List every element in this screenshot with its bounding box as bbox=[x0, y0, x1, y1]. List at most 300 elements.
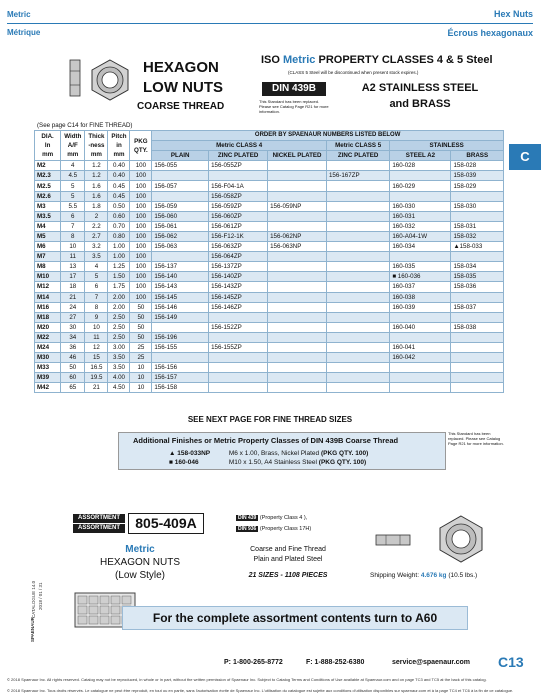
table-cell-pkg: 50 bbox=[130, 312, 152, 322]
table-cell-pkg: 100 bbox=[130, 282, 152, 292]
table-cell-pkg: 25 bbox=[130, 353, 152, 363]
table-cell-th: 1.8 bbox=[85, 201, 108, 211]
table-cell-brass: 158-032 bbox=[451, 231, 504, 241]
table-cell-plain: 156-155 bbox=[152, 342, 209, 352]
hex-nut-top-view-icon bbox=[88, 58, 132, 107]
table-cell-brass: ▲158-033 bbox=[451, 242, 504, 252]
table-row bbox=[35, 332, 504, 342]
table-cell-a2: 160-040 bbox=[390, 322, 451, 332]
section-tab-c: C bbox=[509, 144, 541, 170]
footer-fax: F: 1-888-252-6380 bbox=[306, 659, 365, 666]
footer-phone: P: 1-800-265-8772 bbox=[224, 659, 283, 666]
table-cell-plain: 156-157 bbox=[152, 373, 209, 383]
table-cell-pkg: 25 bbox=[130, 342, 152, 352]
table-cell-a2: 160-031 bbox=[390, 211, 451, 221]
table-cell-pitch: 1.25 bbox=[108, 262, 130, 272]
table-cell-pkg: 100 bbox=[130, 181, 152, 191]
table-cell-size: M3 bbox=[35, 201, 61, 211]
table-cell-pitch: 1.75 bbox=[108, 282, 130, 292]
table-cell-c5 bbox=[326, 181, 389, 191]
table-cell-zinc: 156-152ZP bbox=[209, 322, 268, 332]
table-cell-plain: 156-137 bbox=[152, 262, 209, 272]
table-cell-nickel bbox=[268, 332, 327, 342]
table-row bbox=[35, 211, 504, 221]
assortment-title-1: HEXAGON NUTS bbox=[99, 557, 180, 568]
table-cell-pkg: 50 bbox=[130, 332, 152, 342]
group-class5: Metric CLASS 5 bbox=[326, 141, 389, 151]
table-cell-brass bbox=[451, 342, 504, 352]
table-cell-th: 15 bbox=[85, 353, 108, 363]
table-cell-brass bbox=[451, 383, 504, 393]
table-row bbox=[35, 161, 504, 171]
table-cell-brass bbox=[451, 373, 504, 383]
assortment-banner: For the complete assortment contents turn to A60 bbox=[122, 606, 468, 630]
table-cell-th: 3.5 bbox=[85, 252, 108, 262]
table-cell-pitch: 0.60 bbox=[108, 211, 130, 221]
table-cell-pkg: 50 bbox=[130, 322, 152, 332]
table-cell-plain: 156-063 bbox=[152, 242, 209, 252]
side-date-text bbox=[38, 560, 43, 610]
table-cell-af: 18 bbox=[61, 282, 85, 292]
table-cell-af: 27 bbox=[61, 312, 85, 322]
table-cell-size: M14 bbox=[35, 292, 61, 302]
table-row bbox=[35, 353, 504, 363]
iso-metric-word: Metric bbox=[283, 54, 316, 66]
table-cell-pitch: 1.50 bbox=[108, 272, 130, 282]
din-439b-badge: DIN 439B bbox=[262, 82, 326, 96]
table-cell-th: 8 bbox=[85, 302, 108, 312]
table-cell-nickel bbox=[268, 312, 327, 322]
table-cell-nickel bbox=[268, 373, 327, 383]
table-cell-pitch: 0.45 bbox=[108, 191, 130, 201]
iso-property-line bbox=[261, 54, 493, 66]
spec-table bbox=[34, 130, 504, 393]
table-cell-plain: 156-061 bbox=[152, 221, 209, 231]
table-cell-pitch: 0.40 bbox=[108, 171, 130, 181]
table-cell-brass: 158-037 bbox=[451, 302, 504, 312]
table-cell-c5 bbox=[326, 272, 389, 282]
din936-line bbox=[236, 526, 311, 532]
table-cell-th: 4 bbox=[85, 262, 108, 272]
table-cell-plain: 156-158 bbox=[152, 383, 209, 393]
table-cell-c5 bbox=[326, 353, 389, 363]
table-cell-brass bbox=[451, 191, 504, 201]
table-cell-pkg: 10 bbox=[130, 373, 152, 383]
table-cell-c5 bbox=[326, 242, 389, 252]
table-cell-a2: 160-037 bbox=[390, 282, 451, 292]
product-title-line1: HEXAGON bbox=[143, 59, 219, 76]
table-cell-pitch: 3.50 bbox=[108, 353, 130, 363]
assortment-number: 805-409A bbox=[128, 513, 204, 534]
table-cell-af: 5 bbox=[61, 191, 85, 201]
table-cell-size: M2.3 bbox=[35, 171, 61, 181]
table-cell-c5 bbox=[326, 292, 389, 302]
table-cell-zinc bbox=[209, 332, 268, 342]
side-brand: SPAENAUR bbox=[30, 617, 35, 642]
table-cell-th: 1.2 bbox=[85, 171, 108, 181]
table-cell-af: 4.5 bbox=[61, 171, 85, 181]
table-cell-pitch: 2.00 bbox=[108, 292, 130, 302]
table-row bbox=[35, 272, 504, 282]
col-dia: DIA. In mm bbox=[35, 131, 61, 161]
table-cell-pitch: 4.00 bbox=[108, 373, 130, 383]
table-cell-pkg: 100 bbox=[130, 201, 152, 211]
table-cell-a2: ■ 160-036 bbox=[390, 272, 451, 282]
table-cell-a2: 160-032 bbox=[390, 221, 451, 231]
table-cell-a2: 160-042 bbox=[390, 353, 451, 363]
table-cell-zinc: 156-143ZP bbox=[209, 282, 268, 292]
table-cell-nickel bbox=[268, 322, 327, 332]
col-pitch: Pitch in mm bbox=[108, 131, 130, 161]
table-cell-brass bbox=[451, 332, 504, 342]
table-row bbox=[35, 231, 504, 241]
table-cell-th: 6 bbox=[85, 282, 108, 292]
table-cell-nickel: 156-059NP bbox=[268, 201, 327, 211]
table-cell-zinc: 156-055ZP bbox=[209, 161, 268, 171]
assortment-title-2: (Low Style) bbox=[114, 570, 165, 581]
table-cell-af: 34 bbox=[61, 332, 85, 342]
table-cell-zinc: 156-146ZP bbox=[209, 302, 268, 312]
table-cell-th: 2.2 bbox=[85, 221, 108, 231]
table-cell-af: 10 bbox=[61, 242, 85, 252]
table-cell-size: M20 bbox=[35, 322, 61, 332]
table-cell-nickel bbox=[268, 353, 327, 363]
table-cell-c5 bbox=[326, 201, 389, 211]
product-title-line2: LOW NUTS bbox=[143, 79, 223, 96]
side-date: 2018 / 01 / 31 bbox=[38, 582, 43, 610]
sub-zinc: ZINC PLATED bbox=[209, 151, 268, 161]
table-cell-plain: 156-062 bbox=[152, 231, 209, 241]
shipping-lb: (10.5 lbs.) bbox=[446, 572, 478, 579]
table-cell-a2: 160-A04-1W bbox=[390, 231, 451, 241]
table-row bbox=[35, 322, 504, 332]
table-cell-pitch: 2.00 bbox=[108, 302, 130, 312]
table-cell-brass bbox=[451, 312, 504, 322]
table-cell-pitch: 2.50 bbox=[108, 312, 130, 322]
a2-stainless-line1: A2 STAINLESS STEEL bbox=[361, 82, 479, 94]
table-cell-pitch: 4.50 bbox=[108, 383, 130, 393]
table-cell-c5 bbox=[326, 312, 389, 322]
table-cell-plain: 156-059 bbox=[152, 201, 209, 211]
table-cell-zinc: 156-145ZP bbox=[209, 292, 268, 302]
table-cell-c5 bbox=[326, 282, 389, 292]
table-cell-pitch: 0.70 bbox=[108, 221, 130, 231]
additional-part: ▲ 158-033NP bbox=[169, 450, 211, 457]
table-cell-th: 10 bbox=[85, 322, 108, 332]
table-cell-th: 1.6 bbox=[85, 181, 108, 191]
order-by-header: ORDER BY SPAENAUR NUMBERS LISTED BELOW bbox=[152, 131, 504, 141]
table-cell-a2 bbox=[390, 312, 451, 322]
class5-note: (CLASS 5 Steel will be discontinued when present stock expires.) bbox=[288, 70, 419, 75]
din439-line bbox=[236, 515, 307, 521]
table-cell-zinc bbox=[209, 373, 268, 383]
table-cell-af: 7 bbox=[61, 221, 85, 231]
nut-side-view-icon bbox=[68, 58, 82, 103]
table-cell-brass bbox=[451, 252, 504, 262]
table-row bbox=[35, 342, 504, 352]
hex-nut-small-icon bbox=[436, 514, 486, 569]
table-cell-af: 21 bbox=[61, 292, 85, 302]
table-cell-af: 65 bbox=[61, 383, 85, 393]
a2-stainless-line2: and BRASS bbox=[389, 98, 451, 110]
table-cell-size: M33 bbox=[35, 363, 61, 373]
table-cell-size: M7 bbox=[35, 252, 61, 262]
table-cell-zinc: 156-155ZP bbox=[209, 342, 268, 352]
iso-prefix: ISO bbox=[261, 54, 284, 66]
table-cell-af: 5 bbox=[61, 181, 85, 191]
table-cell-th: 12 bbox=[85, 342, 108, 352]
table-cell-brass: 158-038 bbox=[451, 322, 504, 332]
table-cell-pkg: 100 bbox=[130, 191, 152, 201]
sub-brass: BRASS bbox=[451, 151, 504, 161]
table-cell-zinc bbox=[209, 363, 268, 373]
table-cell-c5 bbox=[326, 191, 389, 201]
table-cell-a2: 160-035 bbox=[390, 262, 451, 272]
table-cell-pitch: 2.50 bbox=[108, 322, 130, 332]
table-cell-pitch: 1.00 bbox=[108, 252, 130, 262]
table-cell-pitch: 3.00 bbox=[108, 342, 130, 352]
table-cell-a2 bbox=[390, 252, 451, 262]
table-cell-a2: 160-028 bbox=[390, 161, 451, 171]
table-cell-a2 bbox=[390, 332, 451, 342]
table-cell-pkg: 100 bbox=[130, 272, 152, 282]
table-cell-nickel bbox=[268, 342, 327, 352]
table-cell-zinc: 156-061ZP bbox=[209, 221, 268, 231]
table-cell-af: 50 bbox=[61, 363, 85, 373]
replaced-note-2: This Standard has been replaced. Please see Catalog Page R21 for more information. bbox=[448, 431, 504, 446]
table-cell-brass: 158-029 bbox=[451, 181, 504, 191]
table-cell-size: M16 bbox=[35, 302, 61, 312]
iso-suffix: PROPERTY CLASSES 4 & 5 Steel bbox=[315, 54, 493, 66]
additional-title: Additional Finishes or Metric Property Classes of DIN 439B Coarse Thread bbox=[133, 436, 399, 445]
table-cell-pkg: 50 bbox=[130, 302, 152, 312]
col-width: Width A/F mm bbox=[61, 131, 85, 161]
table-cell-c5 bbox=[326, 322, 389, 332]
table-cell-zinc: 156-058ZP bbox=[209, 191, 268, 201]
table-row bbox=[35, 383, 504, 393]
table-cell-plain: 156-145 bbox=[152, 292, 209, 302]
table-cell-c5 bbox=[326, 262, 389, 272]
table-cell-a2 bbox=[390, 383, 451, 393]
table-cell-pitch: 0.40 bbox=[108, 161, 130, 171]
table-cell-a2 bbox=[390, 363, 451, 373]
table-cell-plain: 156-060 bbox=[152, 211, 209, 221]
see-page-c14-note: (See page C14 for FINE THREAD) bbox=[37, 122, 133, 129]
table-cell-nickel bbox=[268, 252, 327, 262]
table-cell-plain: 156-055 bbox=[152, 161, 209, 171]
table-cell-pkg: 100 bbox=[130, 252, 152, 262]
shipping-weight bbox=[370, 572, 477, 579]
table-cell-plain: 156-140 bbox=[152, 272, 209, 282]
table-cell-nickel bbox=[268, 161, 327, 171]
additional-part: ■ 160-046 bbox=[169, 459, 199, 466]
sub-nickel: NICKEL PLATED bbox=[268, 151, 327, 161]
sub-plain: PLAIN bbox=[152, 151, 209, 161]
table-cell-pkg: 10 bbox=[130, 383, 152, 393]
table-row bbox=[35, 221, 504, 231]
table-cell-brass bbox=[451, 363, 504, 373]
table-cell-pitch: 0.80 bbox=[108, 231, 130, 241]
table-cell-af: 46 bbox=[61, 353, 85, 363]
table-cell-size: M6 bbox=[35, 242, 61, 252]
table-cell-af: 36 bbox=[61, 342, 85, 352]
table-cell-size: M24 bbox=[35, 342, 61, 352]
table-cell-plain: 156-143 bbox=[152, 282, 209, 292]
header-divider bbox=[7, 23, 533, 24]
col-pkg-qty: PKG QTY. bbox=[130, 131, 152, 161]
table-cell-a2 bbox=[390, 373, 451, 383]
table-cell-plain: 156-057 bbox=[152, 181, 209, 191]
table-cell-th: 1.2 bbox=[85, 161, 108, 171]
table-row bbox=[35, 373, 504, 383]
table-cell-zinc: 156-137ZP bbox=[209, 262, 268, 272]
table-cell-zinc: 156-059ZP bbox=[209, 201, 268, 211]
table-cell-af: 30 bbox=[61, 322, 85, 332]
table-cell-brass: 158-031 bbox=[451, 221, 504, 231]
table-cell-size: M10 bbox=[35, 272, 61, 282]
table-row bbox=[35, 312, 504, 322]
shipping-kg: 4.676 kg bbox=[420, 572, 447, 579]
table-row bbox=[35, 191, 504, 201]
table-cell-nickel bbox=[268, 363, 327, 373]
assortment-label-2: ASSORTMENT bbox=[73, 524, 125, 533]
table-cell-nickel bbox=[268, 171, 327, 181]
table-row bbox=[35, 201, 504, 211]
table-cell-pitch: 0.45 bbox=[108, 181, 130, 191]
table-cell-th: 19.5 bbox=[85, 373, 108, 383]
table-cell-pkg: 100 bbox=[130, 171, 152, 181]
table-cell-size: M8 bbox=[35, 262, 61, 272]
table-cell-th: 1.6 bbox=[85, 191, 108, 201]
table-cell-pkg: 100 bbox=[130, 231, 152, 241]
header-metric-en: Metric bbox=[7, 10, 31, 19]
table-cell-nickel bbox=[268, 211, 327, 221]
nut-side-small-icon bbox=[374, 532, 412, 553]
table-cell-size: M22 bbox=[35, 332, 61, 342]
table-cell-pkg: 100 bbox=[130, 262, 152, 272]
table-cell-af: 11 bbox=[61, 252, 85, 262]
table-cell-nickel: 156-062NP bbox=[268, 231, 327, 241]
table-cell-plain bbox=[152, 322, 209, 332]
fine-thread-note: SEE NEXT PAGE FOR FINE THREAD SIZES bbox=[187, 415, 353, 424]
table-cell-brass: 158-039 bbox=[451, 171, 504, 181]
table-cell-size: M3.5 bbox=[35, 211, 61, 221]
table-cell-pkg: 10 bbox=[130, 363, 152, 373]
table-cell-af: 4 bbox=[61, 161, 85, 171]
table-cell-size: M2.5 bbox=[35, 181, 61, 191]
table-cell-c5 bbox=[326, 332, 389, 342]
table-cell-c5 bbox=[326, 342, 389, 352]
table-cell-size: M12 bbox=[35, 282, 61, 292]
table-cell-a2: 160-039 bbox=[390, 302, 451, 312]
table-cell-af: 24 bbox=[61, 302, 85, 312]
din439-text: (Property Class 4 ), bbox=[259, 515, 308, 521]
page-number: C13 bbox=[498, 654, 524, 670]
table-cell-a2: 160-030 bbox=[390, 201, 451, 211]
table-cell-zinc: 156-064ZP bbox=[209, 252, 268, 262]
additional-desc: M10 x 1.50, A4 Stainless Steel bbox=[228, 459, 317, 466]
table-cell-pitch: 0.50 bbox=[108, 201, 130, 211]
table-cell-size: M2.6 bbox=[35, 191, 61, 201]
table-cell-pitch: 3.50 bbox=[108, 363, 130, 373]
additional-item bbox=[169, 459, 366, 466]
table-cell-nickel bbox=[268, 383, 327, 393]
table-cell-plain: 156-149 bbox=[152, 312, 209, 322]
footer-email[interactable]: service@spaenaur.com bbox=[392, 659, 471, 666]
header-hexnuts-en: Hex Nuts bbox=[493, 9, 533, 19]
table-cell-nickel bbox=[268, 221, 327, 231]
side-catalog: CATALOGUE 14.0 bbox=[31, 580, 36, 618]
assortment-metric: Metric bbox=[125, 544, 155, 555]
table-cell-c5 bbox=[326, 252, 389, 262]
table-cell-af: 13 bbox=[61, 262, 85, 272]
group-class4: Metric CLASS 4 bbox=[152, 141, 327, 151]
additional-desc: M6 x 1.00, Brass, Nickel Plated bbox=[228, 450, 320, 457]
table-cell-zinc: 156-060ZP bbox=[209, 211, 268, 221]
table-row bbox=[35, 252, 504, 262]
table-cell-c5 bbox=[326, 161, 389, 171]
table-cell-af: 5.5 bbox=[61, 201, 85, 211]
table-cell-nickel bbox=[268, 292, 327, 302]
table-cell-plain bbox=[152, 191, 209, 201]
table-row bbox=[35, 171, 504, 181]
table-cell-c5 bbox=[326, 373, 389, 383]
table-cell-pitch: 1.00 bbox=[108, 242, 130, 252]
table-cell-size: M18 bbox=[35, 312, 61, 322]
table-row bbox=[35, 181, 504, 191]
table-cell-th: 11 bbox=[85, 332, 108, 342]
product-subtitle: COARSE THREAD bbox=[137, 101, 225, 112]
table-cell-c5 bbox=[326, 363, 389, 373]
table-cell-plain: 156-146 bbox=[152, 302, 209, 312]
shipping-label: Shipping Weight: bbox=[370, 572, 421, 579]
assortment-pieces: 21 SIZES - 1108 PIECES bbox=[248, 572, 328, 579]
assortment-desc-2: Plain and Plated Steel bbox=[253, 556, 323, 563]
table-cell-a2: 160-038 bbox=[390, 292, 451, 302]
table-cell-c5 bbox=[326, 302, 389, 312]
group-stainless: STAINLESS bbox=[390, 141, 504, 151]
table-cell-nickel bbox=[268, 302, 327, 312]
sub-steel-a2: STEEL A2 bbox=[390, 151, 451, 161]
table-cell-th: 2.7 bbox=[85, 231, 108, 241]
table-cell-nickel bbox=[268, 282, 327, 292]
table-cell-a2: 160-034 bbox=[390, 242, 451, 252]
side-brand-text bbox=[30, 612, 35, 642]
table-cell-zinc bbox=[209, 312, 268, 322]
table-cell-brass: 158-028 bbox=[451, 161, 504, 171]
table-cell-nickel bbox=[268, 272, 327, 282]
table-cell-nickel bbox=[268, 262, 327, 272]
additional-finishes-box bbox=[118, 432, 446, 470]
table-cell-nickel bbox=[268, 181, 327, 191]
table-cell-pkg: 100 bbox=[130, 161, 152, 171]
side-catalog-text bbox=[31, 548, 36, 618]
table-cell-size: M39 bbox=[35, 373, 61, 383]
table-cell-brass bbox=[451, 211, 504, 221]
table-cell-a2 bbox=[390, 171, 451, 181]
col-thickness: Thick -ness mm bbox=[85, 131, 108, 161]
table-cell-brass bbox=[451, 292, 504, 302]
table-cell-nickel: 156-063NP bbox=[268, 242, 327, 252]
table-cell-brass bbox=[451, 353, 504, 363]
table-cell-nickel bbox=[268, 191, 327, 201]
table-cell-pkg: 100 bbox=[130, 211, 152, 221]
table-cell-brass: 158-034 bbox=[451, 262, 504, 272]
additional-item bbox=[169, 450, 368, 457]
table-cell-plain bbox=[152, 171, 209, 181]
table-cell-size: M30 bbox=[35, 353, 61, 363]
table-cell-size: M5 bbox=[35, 231, 61, 241]
